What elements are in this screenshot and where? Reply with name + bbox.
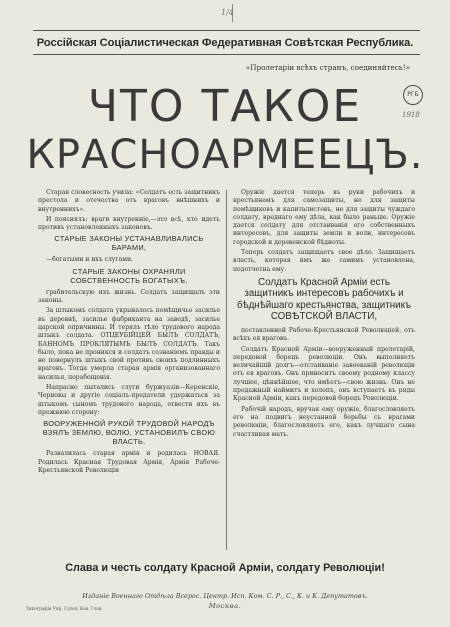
right-paragraph: Солдатъ Красной Арміи—вооруженный пролетарій, передовой борецъ революціи. Онъ выполняетъ величайшій долгъ—отстаиваніе завоеваній революціи отъ ея враговъ. Онъ приноситъ своему родному классу лучшее, цѣннѣйшее, что имѣетъ—свою жизнь. Онъ не продажный наймитъ и холопъ, онъ вступаетъ въ ряды Красной Арміи, какъ передовой борецъ Революціи. xyxy=(233,345,415,403)
left-emphasis: ВООРУЖЕННОЙ РУКОЙ ТРУДОВОЙ НАРОДЪ ВЗЯЛЪ ЗЕМЛЮ, ВОЛЮ, УСТАНОВИЛЪ СВОЮ ВЛАСТЬ. xyxy=(42,419,216,447)
closing-slogan: Слава и честь солдату Красной Арміи, солдату Революціи! xyxy=(65,562,385,574)
left-emphasis: СТАРЫЕ ЗАКОНЫ УСТАНАВЛИВАЛИСЬ БАРАМИ, xyxy=(54,234,204,253)
right-paragraph: Оружіе дается теперь въ руки рабочихъ и крестьянамъ для самозащиты, не для защиты помѣщиковъ и капиталистовъ, не для защиты чуждаго солдату, вреднаго ему дѣла, как было раньше. Оружіе дается солдату для отстаиванія его собственныхъ интересовъ, для защиты земли и воли, интересовъ городской и деревенской бѣдноты. xyxy=(233,189,415,246)
left-column xyxy=(38,189,220,477)
left-paragraph: грабительскую ихъ жизнь. Солдатъ защищалъ эти законы. xyxy=(38,288,220,305)
year-note: 1918 xyxy=(402,111,420,119)
left-paragraph: Старая словесность учила: «Солдатъ есть защитникъ престола и отечества отъ враговъ внѣшнихъ и внутреннихъ». xyxy=(38,189,220,213)
city-line: Москва. xyxy=(208,602,242,610)
right-emphasis: Солдатъ Красной Арміи есть защитникъ интересовъ рабочихъ и бѣднѣйшаго крестьянства, защитникъ СОВѢТСКОЙ ВЛАСТИ, xyxy=(236,276,412,323)
left-paragraph: Напрасно пытались слуги буржуазіи—Керенскіе, Черновы и другіе соціалъ-предатели удержаться за штыкомъ сыномъ трудового народа, отвести ихъ въ прежнюю сторону: xyxy=(38,384,220,416)
left-paragraph: Развалилась старая армія и родилась НОВАЯ. Родилась Красная Трудовая Армія, Армія Рабоче-Крестьянской Революціи xyxy=(38,450,220,474)
left-paragraph: —богатыми и ихъ слугами. xyxy=(46,256,133,264)
publisher-line: Изданіе Военнаго Отдѣла Всерос. Центр. Исп. Ком. С. Р., С., К. и К. Депутатовъ. xyxy=(82,592,368,600)
title-line-2: КРАСНОАРМЕЕЦЪ. xyxy=(26,132,424,178)
title-line-1: ЧТО ТАКОЕ xyxy=(87,81,363,132)
archive-mark: 1/4 xyxy=(221,8,234,17)
top-rule xyxy=(33,30,420,31)
right-paragraph: Теперь солдатъ защищаетъ свое дѣло. Защищаетъ власть, которая имъ же самимъ установлена, подотчетна ему. xyxy=(233,249,415,273)
library-stamp: РГБ xyxy=(403,85,423,105)
motto: «Пролетаріи всѣхъ странъ, соединяйтесь!» xyxy=(245,63,410,72)
column-divider xyxy=(226,190,227,550)
printer-line: Типографія Упр. Сухоп. Кав. Глав. xyxy=(26,606,103,611)
left-paragraph: За штыкомъ солдата укрывалось помѣщичье засилье въ деревнѣ, засилье фабриканта на заводѣ, засилье царской опричнины. И терялъ тѣло трудового народа штыкъ солдата. ОТЦЕУБІЙЦЕЙ БЫЛЪ СОЛДАТЪ, БАННОМЪ ПРОКЛЯТЫМЪ БЫЛЪ СОЛДАТЪ. Такъ было, пока не проникся и солдатъ сознаніемъ правды и не повернулъ штыкъ свой противъ своихъ подлинныхъ враговъ. Тогда умерла старая армія организованнаго насилья, порабощенія. xyxy=(38,307,220,381)
right-column xyxy=(233,189,415,441)
left-emphasis: СТАРЫЕ ЗАКОНЫ ОХРАНЯЛИ СОБСТВЕННОСТЬ БОГАТЫХЪ, xyxy=(70,266,188,285)
right-paragraph: Рабочій народъ, вручая ему оружіе, благословляетъ его на подвигъ неустанной борьбы съ врагами революціи, благословляетъ его, какъ лучшаго сына счастливая мать. xyxy=(233,405,415,438)
header-rule xyxy=(33,54,420,55)
header-republic: Россійская Соціалистическая Федеративная Совѣтская Республика. xyxy=(36,37,414,49)
left-paragraph: И пояснялъ: враги внутренніе,—это всѣ, кто идетъ противъ установленныхъ законовъ. xyxy=(38,215,220,232)
right-paragraph: поставленной Рабоче-Крестьянской Революціей, отъ всѣхъ ея враговъ. xyxy=(233,326,415,343)
